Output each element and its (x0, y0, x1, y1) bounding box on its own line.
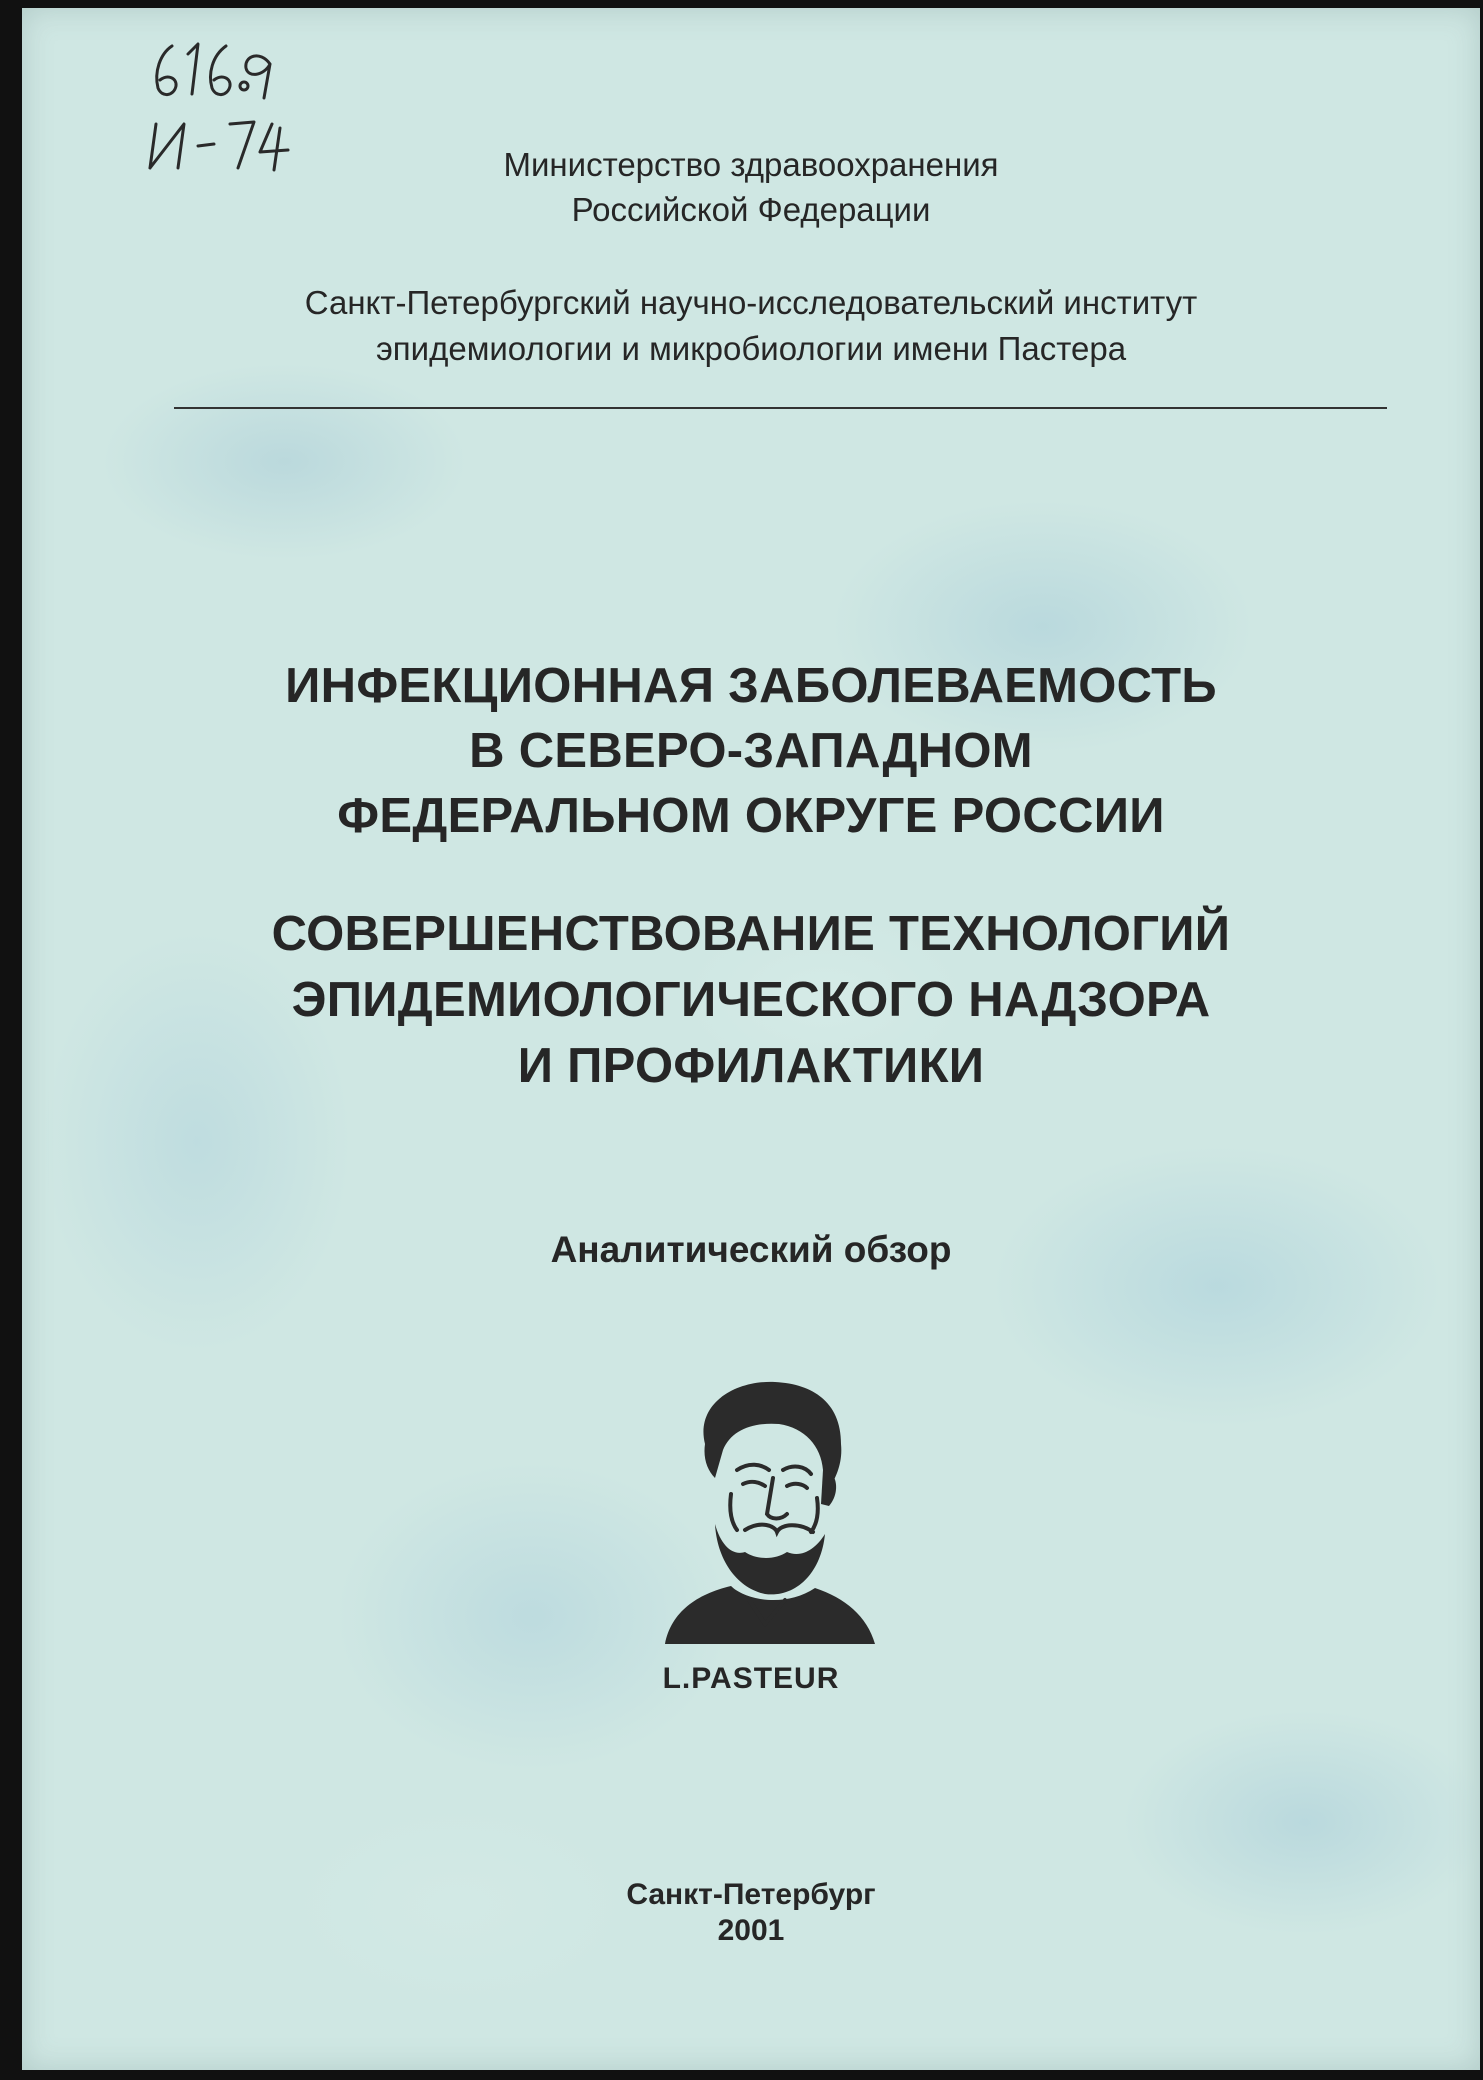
subtitle-line1: СОВЕРШЕНСТВОВАНИЕ ТЕХНОЛОГИЙ (271, 907, 1231, 961)
book-cover (22, 8, 1480, 2070)
title-line1: ИНФЕКЦИОННАЯ ЗАБОЛЕВАЕМОСТЬ (285, 659, 1217, 713)
subtitle-line3: И ПРОФИЛАКТИКИ (517, 1039, 985, 1093)
ministry-line2: Российской Федерации (571, 191, 931, 228)
institute-line1: Санкт-Петербургский научно-исследовательский институт (304, 284, 1198, 321)
publication-city: Санкт-Петербург (626, 1878, 876, 1911)
title-line3: ФЕДЕРАЛЬНОМ ОКРУГЕ РОССИИ (337, 789, 1165, 843)
institute-line2: эпидемиологии и микробиологии имени Пастера (375, 330, 1127, 367)
publication-year: 2001 (717, 1914, 785, 1947)
ministry-line1: Министерство здравоохранения (503, 146, 999, 183)
title-line2: В СЕВЕРО-ЗАПАДНОМ (469, 724, 1033, 778)
emblem-caption: L.PASTEUR (662, 1662, 840, 1695)
document-type: Аналитический обзор (550, 1229, 952, 1270)
divider-rule (174, 407, 1387, 409)
pasteur-portrait-icon (645, 1374, 885, 1644)
subtitle-line2: ЭПИДЕМИОЛОГИЧЕСКОГО НАДЗОРА (291, 973, 1211, 1027)
